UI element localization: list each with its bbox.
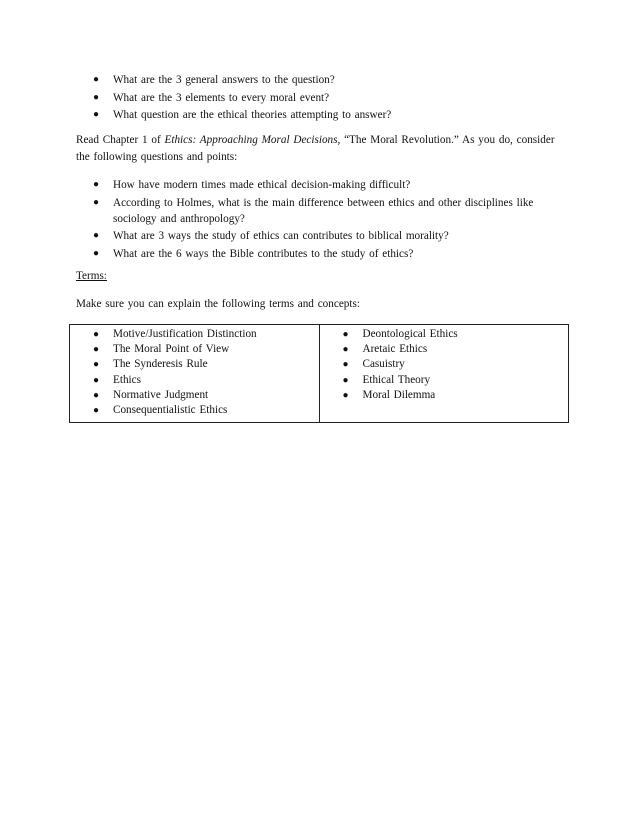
chapter-questions-list — [76, 177, 566, 263]
bullet-icon: ● — [93, 91, 100, 103]
bullet-icon: ● — [342, 389, 349, 401]
book-title: Ethics: Approaching Moral Decisions — [164, 134, 338, 146]
list-item: ● What question are the ethical theories attempting to answer? — [93, 109, 392, 121]
list-item: ● According to Holmes, what is the main difference between ethics and other disciplines like sociology and anthropology? — [93, 196, 534, 225]
terms-table — [69, 324, 569, 423]
terms-intro: Make sure you can explain the following terms and concepts: — [76, 298, 360, 310]
bullet-icon: ● — [93, 247, 100, 259]
bullet-icon: ● — [93, 405, 100, 417]
list-item: ● What are 3 ways the study of ethics can contributes to biblical morality? — [93, 230, 449, 242]
list-item: ● Consequentialistic Ethics — [70, 403, 319, 418]
list-item: ● Ethical Theory — [320, 373, 569, 388]
bullet-icon: ● — [342, 344, 349, 356]
terms-left-cell — [70, 325, 320, 423]
bullet-icon: ● — [342, 374, 349, 386]
reading-instructions: Read Chapter 1 of Ethics: Approaching Moral Decisions, “The Moral Revolution.” As you do, consider the following questions and points: — [76, 134, 555, 163]
bullet-icon: ● — [93, 344, 100, 356]
bullet-icon: ● — [93, 329, 100, 340]
terms-right-cell — [319, 325, 569, 423]
bullet-icon: ● — [93, 179, 100, 190]
list-item: ● Ethics — [70, 373, 319, 388]
list-item: ● Motive/Justification Distinction — [70, 327, 319, 342]
bullet-icon: ● — [93, 389, 100, 401]
list-item: ● What are the 3 general answers to the question? — [93, 74, 335, 86]
list-item: ● What are the 3 elements to every moral event? — [93, 91, 330, 104]
list-item: ● Deontological Ethics — [320, 327, 569, 342]
bullet-icon: ● — [93, 230, 100, 241]
list-item: ● What are the 6 ways the Bible contributes to the study of ethics? — [93, 247, 414, 260]
list-item: ● Normative Judgment — [70, 388, 319, 403]
top-questions-list — [76, 72, 566, 125]
list-item: ● Casuistry — [320, 357, 569, 372]
bullet-icon: ● — [93, 74, 100, 85]
list-item: ● Moral Dilemma — [320, 388, 569, 403]
bullet-icon: ● — [342, 329, 349, 340]
list-item: ● The Synderesis Rule — [70, 357, 319, 372]
bullet-icon: ● — [93, 109, 100, 120]
bullet-icon: ● — [93, 374, 100, 386]
list-item: ● Aretaic Ethics — [320, 342, 569, 357]
terms-left-list — [70, 327, 319, 418]
bullet-icon: ● — [93, 359, 100, 371]
list-item: ● The Moral Point of View — [70, 342, 319, 357]
terms-heading: Terms: — [76, 270, 107, 282]
bullet-icon: ● — [93, 196, 100, 208]
bullet-icon: ● — [342, 359, 349, 371]
list-item: ● How have modern times made ethical decision-making difficult? — [93, 179, 411, 191]
terms-right-list — [320, 327, 569, 403]
